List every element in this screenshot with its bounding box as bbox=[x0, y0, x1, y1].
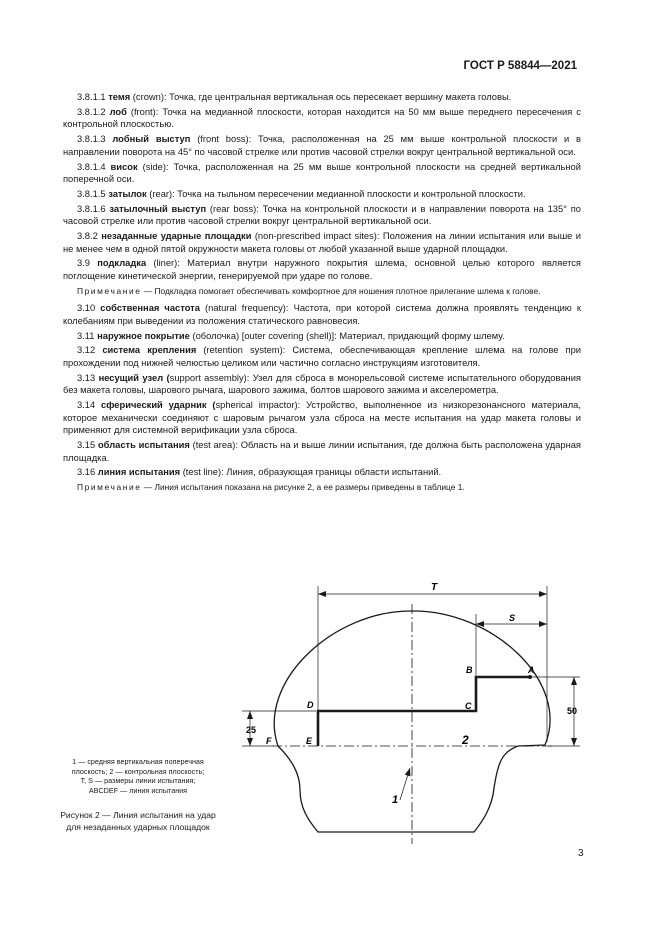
legend-line: 1 — средняя вертикальная поперечная bbox=[72, 757, 204, 766]
definition-paragraph bbox=[63, 439, 581, 464]
clause-number: 3.15 bbox=[77, 440, 96, 450]
figure-caption bbox=[42, 810, 234, 833]
label-t: T bbox=[430, 582, 438, 593]
definition-paragraph bbox=[63, 302, 581, 327]
clause-number: 3.8.1.3 bbox=[77, 134, 106, 145]
definition-text: (rear boss): Точка на контрольной плоскости и в направлении поворота на 135° по часовой стрелке или против часовой стрелки вокруг центральной вертикальной оси. bbox=[63, 203, 581, 227]
definition-text: (оболочка) [outer covering (shell)]: Материал, придающий форму шлему. bbox=[189, 330, 505, 341]
term: висок bbox=[110, 161, 138, 172]
definition-text: (front boss): Точка, расположенная на 25 мм выше контрольной плоскости и в направлении поворота на 45° по часовой стрелке или против часовой стрелки вокруг центральной вертикальной оси. bbox=[63, 134, 581, 157]
note-paragraph bbox=[63, 482, 581, 494]
clause-number: 3.10 bbox=[77, 303, 96, 314]
caption-line: Рисунок 2 — Линия испытания на удар bbox=[60, 810, 216, 820]
label-d: D bbox=[307, 700, 314, 710]
definition-text: (natural frequency): Частота, при которой система должна проявлять тенденцию к колебаниям при выведении из положения статического равновесия. bbox=[63, 303, 581, 326]
label-1: 1 bbox=[392, 794, 399, 806]
page-header: ГОСТ Р 58844—2021 bbox=[463, 60, 577, 72]
term: сферический ударник ( bbox=[101, 400, 216, 411]
definition-text: (rear): Точка на тыльном пересечении медианной плоскости и контрольной плоскости. bbox=[146, 188, 526, 199]
term: лоб bbox=[109, 106, 127, 117]
clause-number: 3.12 bbox=[77, 345, 96, 356]
label-c: C bbox=[465, 701, 472, 711]
definition-paragraph bbox=[63, 344, 581, 369]
clause-number: 3.14 bbox=[77, 400, 96, 411]
definition-paragraph bbox=[63, 257, 581, 282]
definition-paragraph bbox=[63, 466, 581, 479]
definition-text: spherical impactor): Устройство, выполненное из низкорезонансного материала, которое механически соединяют с шаровым рычагом узла сброса на месте испытания на удар макета головы и применяют для системной верификации узла сброса. bbox=[63, 400, 581, 436]
legend-line: ABCDEF — линия испытания bbox=[88, 785, 188, 795]
definition-paragraph bbox=[63, 161, 581, 186]
term: линия испытания bbox=[97, 467, 181, 478]
clause-number: 3.8.1.5 bbox=[77, 188, 106, 199]
test-line-abcdef bbox=[318, 677, 530, 746]
clause-number: 3.8.2 bbox=[77, 231, 98, 242]
term: незаданные ударные площадки bbox=[101, 231, 252, 242]
note-label: Примечание bbox=[77, 285, 142, 296]
definition-paragraph bbox=[63, 188, 581, 201]
clause-number: 3.11 bbox=[77, 330, 95, 341]
definition-text: (front): Точка на медианной плоскости, которая находится на 50 мм выше переднего пересечения с контрольной плоскостью. bbox=[63, 106, 581, 130]
definition-paragraph bbox=[63, 330, 581, 343]
definition-paragraph bbox=[63, 133, 581, 158]
clause-number: 3.13 bbox=[77, 372, 96, 383]
term: подкладка bbox=[97, 258, 147, 269]
term: темя bbox=[108, 92, 131, 102]
term: система крепления bbox=[102, 345, 197, 356]
caption-line: для незаданных ударных площадок bbox=[66, 821, 210, 832]
clause-number: 3.8.1.1 bbox=[77, 92, 106, 102]
note-paragraph bbox=[63, 286, 581, 298]
label-f: F bbox=[266, 736, 272, 746]
label-25: 25 bbox=[245, 725, 256, 735]
term: несущий узел ( bbox=[98, 372, 170, 383]
term: затылочный выступ bbox=[109, 203, 207, 214]
note-text: — Линия испытания показана на рисунке 2, а ее размеры приведены в таблице 1. bbox=[141, 481, 465, 492]
definition-paragraph bbox=[63, 399, 581, 437]
legend-line: T, S — размеры линии испытания; bbox=[80, 776, 196, 786]
definition-paragraph bbox=[63, 91, 581, 104]
clause-number: 3.9 bbox=[77, 258, 90, 269]
label-b: B bbox=[466, 665, 473, 675]
test-line-diagram bbox=[236, 582, 596, 844]
label-s: S bbox=[508, 613, 516, 623]
definition-text: (test area): Область на и выше линии испытания, где должна быть расположена ударная площадка. bbox=[63, 440, 581, 463]
definition-text: (liner): Материал внутри наружного покрытия шлема, основной целью которого является поглощение кинетической энергии, генерируемой при ударе по голове. bbox=[63, 258, 581, 282]
figure-2 bbox=[236, 582, 596, 844]
point-a-marker bbox=[528, 675, 532, 679]
note-label: Примечание bbox=[77, 481, 142, 492]
definition-text: support assembly): Узел для сброса в монорельсовой системе испытательного оборудования без макета головы, шарового рычага, шарового зажима, болтов шарового зажима и акселерометра. bbox=[63, 372, 581, 396]
page-number: 3 bbox=[578, 848, 584, 859]
label-2: 2 bbox=[462, 733, 469, 747]
definition-paragraph bbox=[63, 203, 581, 228]
legend-line: плоскость; 2 — контрольная плоскость; bbox=[71, 766, 205, 776]
clause-number: 3.16 bbox=[77, 467, 96, 478]
label-e: E bbox=[306, 736, 313, 746]
definition-text: (side): Точка, расположенная на 25 мм выше контрольной плоскости на средней вертикальной поперечной оси. bbox=[63, 161, 581, 185]
clause-number: 3.8.1.4 bbox=[77, 161, 106, 172]
term: лобный выступ bbox=[112, 134, 191, 145]
definition-paragraph bbox=[63, 372, 581, 397]
definition-paragraph bbox=[63, 230, 581, 255]
definition-text: (crown): Точка, где центральная вертикальная ось пересекает вершину макета головы. bbox=[130, 92, 512, 102]
figure-legend bbox=[52, 757, 224, 795]
term: затылок bbox=[108, 188, 147, 199]
note-text: — Подкладка помогает обеспечивать комфортное для ношения плотное прилегание шлема к голове. bbox=[141, 285, 541, 296]
definition-text: (retention system): Система, обеспечивающая крепление шлема на голове при прохождении под нижней челюстью целиком или частично согласно инструкциям изготовителя. bbox=[63, 345, 581, 368]
document-body bbox=[63, 91, 581, 498]
term: область испытания bbox=[97, 440, 190, 450]
term: наружное покрытие bbox=[97, 330, 190, 341]
clause-number: 3.8.1.2 bbox=[77, 106, 106, 117]
definition-text: (test line): Линия, образующая границы области испытаний. bbox=[180, 467, 442, 478]
definition-paragraph bbox=[63, 106, 581, 131]
clause-number: 3.8.1.6 bbox=[77, 203, 106, 214]
label-50: 50 bbox=[566, 706, 578, 716]
definition-text: (non-prescribed impact sites): Положения на линии испытания или выше и не менее чем в одной пятой окружности макета головы от любой указанной выше ударной площадки. bbox=[63, 231, 581, 254]
term: собственная частота bbox=[100, 303, 200, 314]
leader-1 bbox=[400, 768, 410, 800]
label-a: A bbox=[528, 665, 535, 675]
